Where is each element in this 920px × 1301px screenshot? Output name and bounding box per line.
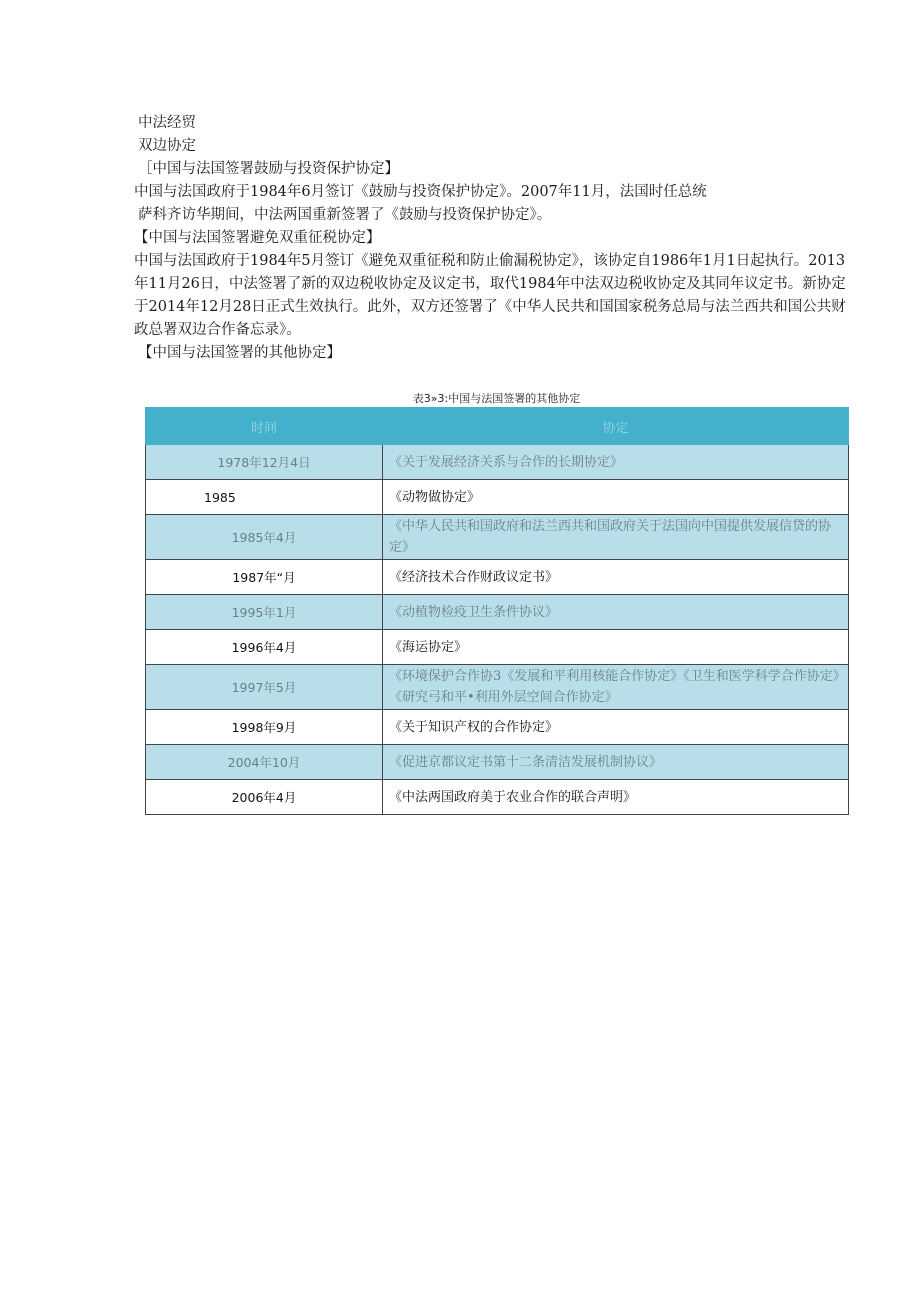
row-agreement: 《动植物检疫卫生条件协议》 [383,595,849,630]
table-row [146,710,849,745]
row-agreement: 《海运协定》 [383,630,849,665]
row-agreement: 《中法两国政府美于农业合作的联合声明》 [383,780,849,815]
agreements-table [145,407,849,815]
table-caption: 表3»3:中国与法国签署的其他协定 [412,392,581,405]
row-agreement: 《动物做协定》 [383,480,849,515]
row-agreement: 《促进京都议定书第十二条清洁发展机制协议》 [383,745,849,780]
table-row [146,745,849,780]
document-body [134,112,858,365]
column-header-date: 时间 [146,408,383,445]
column-header-agreement: 协定 [383,408,849,445]
table-row [146,445,849,480]
table-row [146,595,849,630]
section-tax-paragraph: 中国与法国政府于1984年5月签订《避免双重征税和防止偷漏税协定》，该协定自1986年1月1日起执行。2013年11月26日，中法签署了新的双边税收协定及议定书，取代1984年中法双边税收协定及其同年议定书。新协定于2014年12月28日正式生效执行。此外，双方还签署了《中华人民共和国国家税务总局与法兰西共和国公共财政总署双边合作备忘录》。 [134,253,846,338]
table-row [146,480,849,515]
section-title-investment: ［中国与法国签署鼓励与投资保护协定】 [138,161,399,177]
row-agreement: 《关于知识产权的合作协定》 [383,710,849,745]
row-date: 1978年12月4日 [146,445,383,480]
row-date: 1998年9月 [146,710,383,745]
row-date: 1997年5月 [146,665,383,710]
table-row [146,515,849,560]
heading-bilateral: 双边协定 [138,138,196,154]
table-row [146,560,849,595]
row-date: 1985 [146,480,383,515]
heading-trade: 中法经贸 [138,115,196,131]
table-row [146,665,849,710]
row-agreement: 《关于发展经济关系与合作的长期协定》 [383,445,849,480]
row-agreement: 《中华人民共和国政府和法兰西共和国政府关于法国向中国提供发展信贷的协定》 [383,515,849,560]
row-date: 1996年4月 [146,630,383,665]
table-row [146,630,849,665]
row-agreement: 《经济技术合作财政议定书》 [383,560,849,595]
table-header-row [146,408,849,445]
row-date: 2004年10月 [146,745,383,780]
section-title-tax: 【中国与法国签署避免双重征税协定】 [134,230,381,246]
row-agreement: 《环境保护合作协3《发展和平利用核能合作协定》《卫生和医学科学合作协定》《研究弓和平•利用外层空间合作协定》 [383,665,849,710]
section-investment-line2: 萨科齐访华期间，中法两国重新签署了《鼓励与投资保护协定》。 [138,207,552,223]
row-date: 1985年4月 [146,515,383,560]
row-date: 2006年4月 [146,780,383,815]
row-date: 1995年1月 [146,595,383,630]
row-date: 1987年“月 [146,560,383,595]
section-investment-line1: 中国与法国政府于1984年6月签订《鼓励与投资保护协定》。2007年11月，法国时任总统 [134,184,707,200]
table-row [146,780,849,815]
section-title-other: 【中国与法国签署的其他协定】 [138,345,341,361]
